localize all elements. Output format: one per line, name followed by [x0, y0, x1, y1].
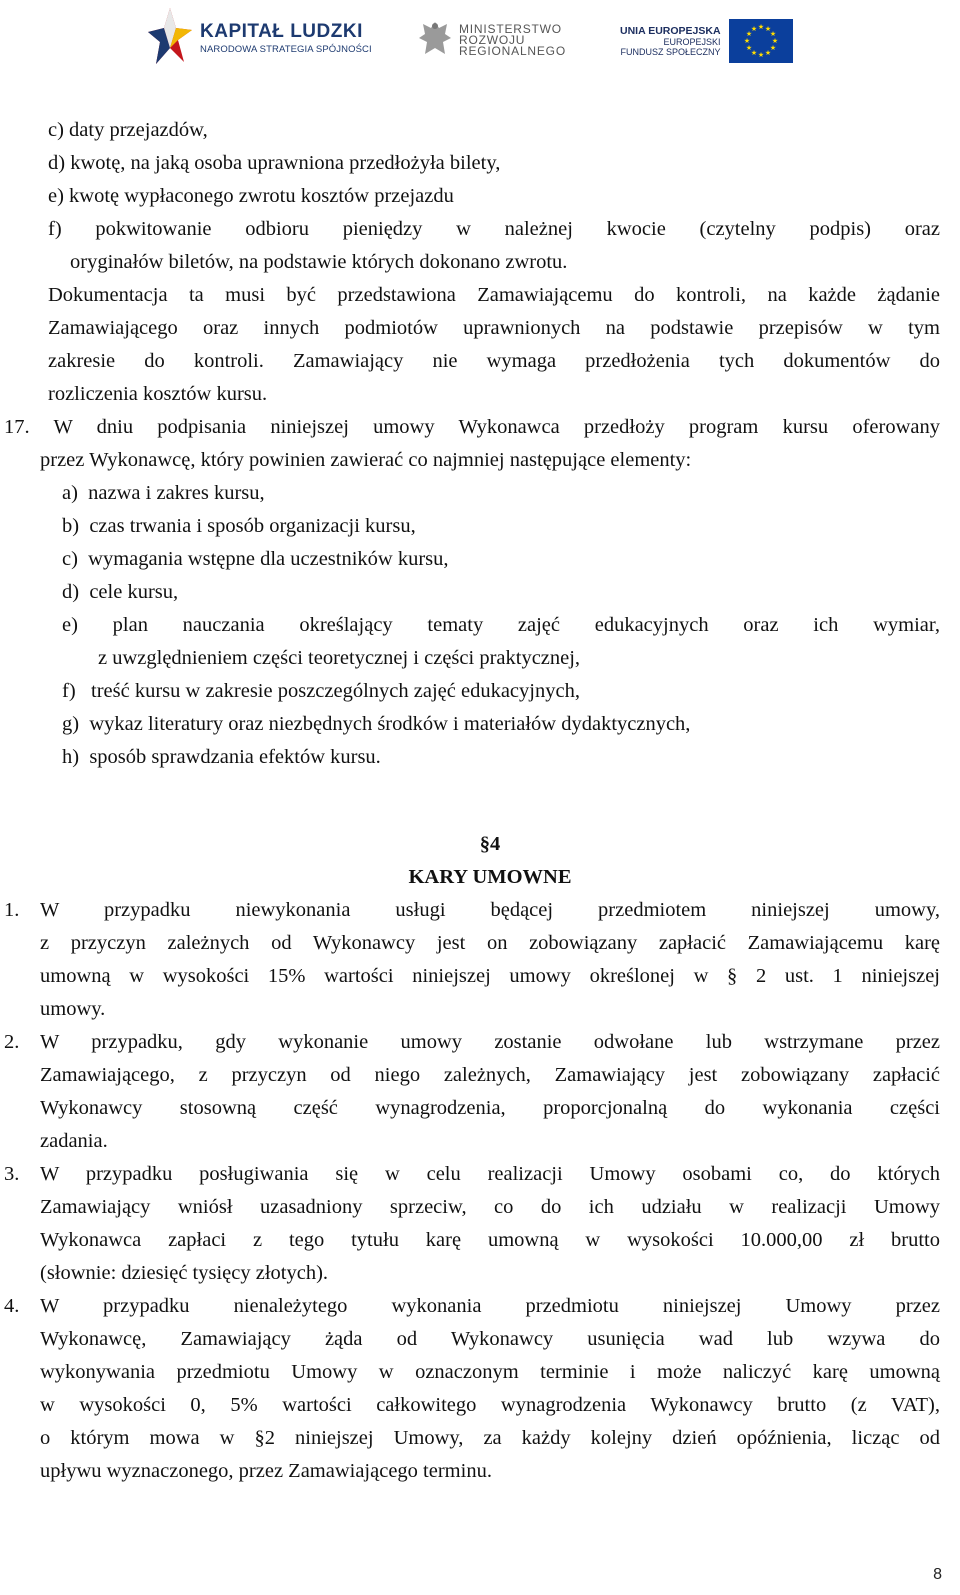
- penalty-4-line: Wykonawcę, Zamawiający żąda od Wykonawcy usunięcia wad lub wzywa do: [40, 1328, 940, 1350]
- penalty-3-line: (słownie: dziesięć tysięcy złotych).: [40, 1262, 329, 1284]
- page-number: 8: [933, 1566, 942, 1583]
- section-number: §4: [479, 833, 501, 855]
- svg-text:★: ★: [769, 44, 776, 52]
- penalty-3-line: W przypadku posługiwania się w celu realizacji Umowy osobami co, do których: [40, 1163, 940, 1185]
- eu-flag-icon: [729, 19, 793, 63]
- header-logos: [0, 6, 960, 78]
- penalty-4-line: wykonywania przedmiotu Umowy w oznaczonym terminie i może naliczyć karę umowną: [40, 1361, 940, 1383]
- kapital-ludzki-title: KAPITAŁ LUDZKI: [200, 21, 363, 42]
- svg-text:★: ★: [769, 30, 776, 38]
- eu-logo: [620, 19, 793, 63]
- penalty-2-line: W przypadku, gdy wykonanie umowy zostanie odwołane lub wstrzymane przez: [40, 1031, 940, 1053]
- kapital-ludzki-logo: [148, 6, 372, 72]
- penalty-2-line: zadania.: [40, 1130, 108, 1152]
- list-item-c: c) daty przejazdów,: [48, 119, 208, 141]
- eu-line-1: UNIA EUROPEJSKA: [620, 25, 721, 37]
- item-17-line: przez Wykonawcę, który powinien zawierać co najmniej następujące elementy:: [40, 449, 692, 471]
- penalty-1-line: umowy.: [40, 998, 106, 1020]
- penalty-4-line: w wysokości 0, 5% wartości całkowitego wynagrodzenia Wykonawcy brutto (z VAT),: [40, 1394, 940, 1416]
- program-item-b: b) czas trwania i sposób organizacji kursu,: [62, 515, 416, 537]
- ministry-line-3: REGIONALNEGO: [459, 43, 566, 58]
- svg-text:★: ★: [750, 49, 757, 57]
- list-item-d: d) kwotę, na jaką osoba uprawniona przedłożyła bilety,: [48, 152, 501, 174]
- program-item-h: h) sposób sprawdzania efektów kursu.: [62, 746, 381, 768]
- ministry-logo: [417, 18, 566, 62]
- svg-text:★: ★: [764, 25, 771, 33]
- penalty-4-line: o którym mowa w §2 niniejszej Umowy, za każdy kolejny dzień opóźnienia, licząc od: [40, 1427, 940, 1449]
- penalty-1-line: W przypadku niewykonania usługi będącej przedmiotem niniejszej umowy,: [40, 899, 940, 921]
- penalty-4-line: W przypadku nienależytego wykonania przedmiotu niniejszej Umowy przez: [40, 1295, 940, 1317]
- penalty-3-line: Wykonawca zapłaci z tego tytułu karę umowną w wysokości 10.000,00 zł brutto: [40, 1229, 940, 1251]
- list-item-f-cont: oryginałów biletów, na podstawie których dokonano zwrotu.: [70, 251, 568, 273]
- eagle-emblem-icon: [417, 18, 453, 62]
- list-item-e: e) kwotę wypłaconego zwrotu kosztów przejazdu: [48, 185, 454, 207]
- program-item-g: g) wykaz literatury oraz niezbędnych środków i materiałów dydaktycznych,: [62, 713, 691, 735]
- eu-line-3: FUNDUSZ SPOŁECZNY: [620, 47, 721, 57]
- penalty-2-line: Zamawiającego, z przyczyn od niego zależnych, Zamawiający jest zobowiązany zapłacić: [40, 1064, 940, 1086]
- svg-text:★: ★: [764, 49, 771, 57]
- item-17-line: 17. W dniu podpisania niniejszej umowy Wykonawca przedłoży program kursu oferowany: [4, 416, 940, 438]
- penalty-1-line: z przyczyn zależnych od Wykonawcy jest on zobowiązany zapłacić Zamawiającemu karę: [40, 932, 940, 954]
- svg-text:★: ★: [750, 25, 757, 33]
- svg-text:★: ★: [745, 44, 752, 52]
- svg-text:★: ★: [757, 51, 764, 59]
- penalty-2-line: Wykonawcy stosowną część wynagrodzenia, proporcjonalną do wykonania części: [40, 1097, 940, 1119]
- section-title: KARY UMOWNE: [408, 866, 572, 888]
- program-item-a: a) nazwa i zakres kursu,: [62, 482, 265, 504]
- svg-text:★: ★: [757, 23, 764, 31]
- program-item-e: e) plan nauczania określający tematy zajęć edukacyjnych oraz ich wymiar,: [62, 614, 940, 636]
- program-item-d: d) cele kursu,: [62, 581, 179, 603]
- kapital-ludzki-subtitle: NARODOWA STRATEGIA SPÓJNOŚCI: [200, 44, 372, 55]
- svg-text:★: ★: [771, 37, 778, 45]
- svg-text:★: ★: [745, 30, 752, 38]
- penalty-4-number: 4.: [4, 1295, 20, 1317]
- ministry-line-2: ROZWOJU: [459, 32, 526, 47]
- program-item-c: c) wymagania wstępne dla uczestników kursu,: [62, 548, 449, 570]
- ministry-line-1: MINISTERSTWO: [459, 21, 562, 36]
- penalty-4-line: upływu wyznaczonego, przez Zamawiającego terminu.: [40, 1460, 492, 1482]
- paragraph-line: rozliczenia kosztów kursu.: [48, 383, 268, 405]
- paragraph-line: Zamawiającego oraz innych podmiotów uprawnionych na podstawie przepisów w tym: [48, 317, 940, 339]
- list-item-f: f) pokwitowanie odbioru pieniędzy w należnej kwocie (czytelny podpis) oraz: [48, 218, 940, 240]
- program-item-e-cont: z uwzględnieniem części teoretycznej i części praktycznej,: [98, 647, 581, 669]
- eu-line-2: EUROPEJSKI: [663, 37, 721, 47]
- penalty-1-line: umowną w wysokości 15% wartości niniejszej umowy określonej w § 2 ust. 1 niniejszej: [40, 965, 940, 987]
- penalty-3-number: 3.: [4, 1163, 20, 1185]
- penalty-2-number: 2.: [4, 1031, 20, 1053]
- penalty-3-line: Zamawiający wniósł uzasadniony sprzeciw, co do ich udziału w realizacji Umowy: [40, 1196, 940, 1218]
- svg-text:★: ★: [743, 37, 750, 45]
- kapital-ludzki-star-icon: [148, 6, 194, 72]
- paragraph-line: Dokumentacja ta musi być przedstawiona Zamawiającemu do kontroli, na każde żądanie: [48, 284, 940, 306]
- paragraph-line: zakresie do kontroli. Zamawiający nie wymaga przedłożenia tych dokumentów do: [48, 350, 940, 372]
- program-item-f: f) treść kursu w zakresie poszczególnych zajęć edukacyjnych,: [62, 680, 580, 702]
- penalty-1-number: 1.: [4, 899, 20, 921]
